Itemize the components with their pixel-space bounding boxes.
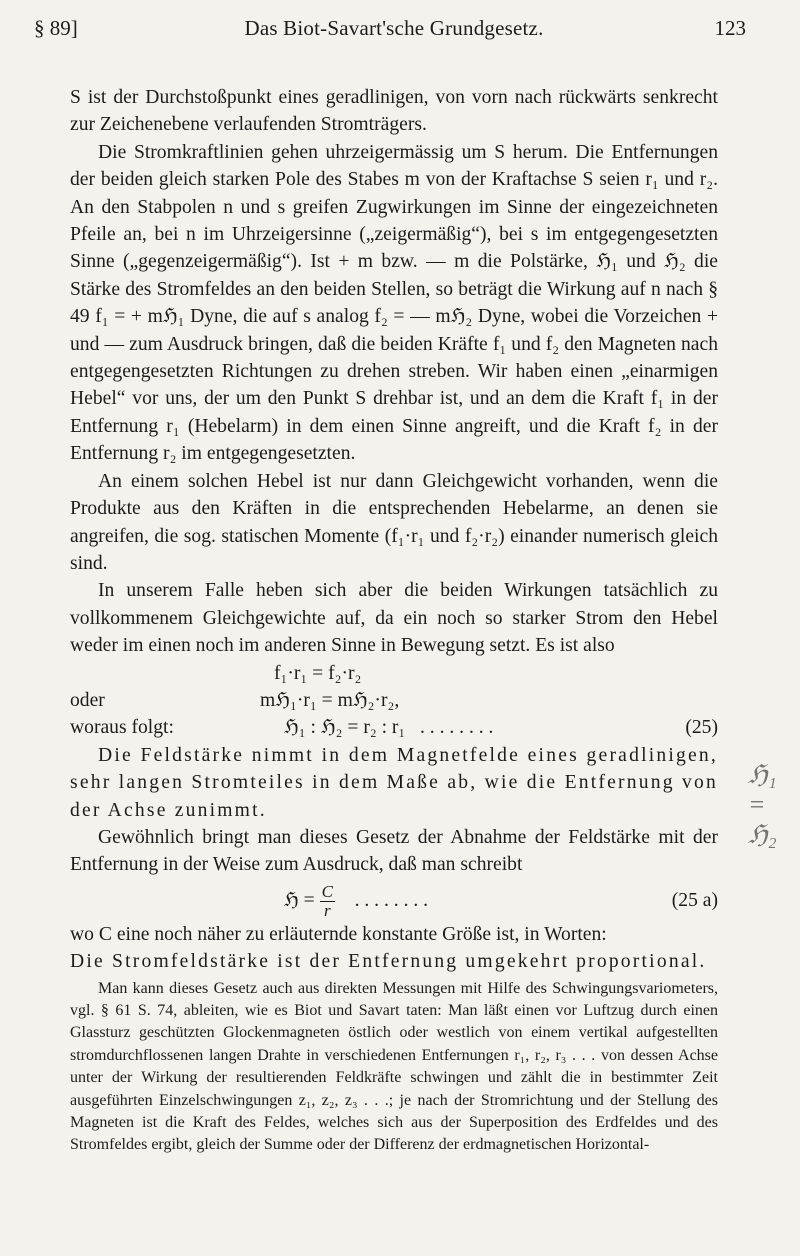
paragraph-5: Gewöhnlich bringt man dieses Gesetz der Abnahme der Feldstärke mit der Entfernung in der Weise zum Ausdruck, daß man schreibt bbox=[70, 826, 718, 876]
section-ref: § 89] bbox=[34, 16, 78, 40]
equation-2-label: oder bbox=[70, 689, 105, 711]
book-page bbox=[34, 16, 746, 1157]
equation-4-fraction bbox=[320, 883, 335, 920]
equation-1-formula: f₁·r₁ = f₂·r₂ bbox=[274, 662, 362, 684]
equation-3-expr: ℌ₁ : ℌ₂ = r₂ : r₁ bbox=[284, 717, 406, 739]
equation-4-numerator: C bbox=[321, 881, 333, 901]
equation-4-denominator: r bbox=[324, 900, 331, 920]
running-header bbox=[34, 16, 746, 46]
equation-1 bbox=[70, 660, 718, 687]
running-title: Das Biot-Savart'sche Grundgesetz. bbox=[244, 16, 544, 40]
equation-3-dots: . . . . . . . . bbox=[419, 717, 494, 739]
equation-4-formula bbox=[284, 883, 428, 920]
handwritten-margin-note: ℌ₁ = ℌ₂ bbox=[748, 760, 777, 849]
equation-3-number: (25) bbox=[685, 717, 718, 739]
law-statement-2: Die Stromfeldstärke ist der Entfernung umgekehrt proportional. bbox=[70, 951, 707, 973]
equation-4 bbox=[70, 879, 718, 921]
equation-4-dots: . . . . . . . . bbox=[354, 889, 429, 911]
law-statement-1: Die Feldstärke nimmt in dem Magnetfelde eines geradlinigen, sehr langen Stromteiles in dem Maße ab, wie die Entfernung von der Achse zunimmt. bbox=[70, 744, 718, 821]
main-text bbox=[70, 84, 718, 1157]
equation-4-number: (25 a) bbox=[671, 889, 718, 911]
equation-3 bbox=[70, 714, 718, 741]
page-number: 123 bbox=[714, 16, 746, 40]
equation-3-label: woraus folgt: bbox=[70, 717, 174, 739]
paragraph-2: Die Stromkraftlinien gehen uhrzeigermässig um S herum. Die Entfernungen der beiden gleich starken Pole des Stabes m von der Kraftachse S seien r₁ und r₂. An den Stabpolen n und s greifen Zugwirkungen im Sinne der eingezeichneten Pfeile an, bei n im Uhrzeigersinne („zeigermäßig“), bei s im entgegengesetzten Sinne („gegenzeigermäßig“). Ist + m bzw. — m die Polstärke, ℌ₁ und ℌ₂ die Stärke des Stromfeldes an den beiden Stellen, so beträgt die Wirkung auf n nach § 49 f₁ = + mℌ₁ Dyne, die auf s analog f₂ = — mℌ₂ Dyne, wobei die Vorzeichen + und — zum Ausdruck bringen, daß die beiden Kräfte f₁ und f₂ den Magneten nach entgegengesetzten Richtungen zu drehen streben. Wir haben einen „einarmigen Hebel“ vor uns, der um den Punkt S drehbar ist, und an dem die Kraft f₁ in der Entfernung r₁ (Hebelarm) in dem einen Sinne angreift, und die Kraft f₂ in der Entfernung r₂ im entgegengesetzten. bbox=[70, 141, 718, 465]
paragraph-6: wo C eine noch näher zu erläuternde konstante Größe ist, in Worten: bbox=[70, 923, 607, 945]
paragraph-4: In unserem Falle heben sich aber die beiden Wirkungen tatsächlich zu vollkommenem Gleichgewichte auf, da ein noch so starker Strom den Hebel weder im einen noch im anderen Sinne in Bewegung setzt. Es ist also bbox=[70, 580, 718, 657]
paragraph-3: An einem solchen Hebel ist nur dann Gleichgewicht vorhanden, wenn die Produkte aus den Kräften in die entsprechenden Hebelarme, an denen sie angreifen, die sog. statischen Momente (f₁·r₁ und f₂·r₂) einander numerisch gleich sind. bbox=[70, 470, 718, 574]
small-print-section bbox=[70, 978, 718, 1157]
equation-2 bbox=[70, 687, 718, 714]
equation-4-lhs: ℌ = bbox=[284, 889, 315, 911]
paragraph-1: S ist der Durchstoßpunkt eines geradlinigen, von vorn nach rückwärts senkrecht zur Zeichenebene verlaufenden Stromträgers. bbox=[70, 87, 718, 136]
small-print-paragraph: Man kann dieses Gesetz auch aus direkten Messungen mit Hilfe des Schwingungsvariometers, vgl. § 61 S. 74, ableiten, wie es Biot und Savart taten: Man läßt einen vor Luftzug durch einen Glassturz geschützten Glockenmagneten östlich oder westlich von einem vertikal aufgestellten stromdurchflossenen langen Drahte in verschiedenen Entfernungen r₁, r₂, r₃ . . . von dessen Achse unter der Wirkung der resultierenden Feldkräfte schwingen und zählt die in bestimmter Zeit ausgeführten Einzelschwingungen z₁, z₂, z₃ . . .; je nach der Stromrichtung und der Stellung des Magneten ist die Kraft des Feldes, welches sich aus der Superposition des Erdfeldes und des Stromfeldes ergibt, gleich der Summe oder der Differenz der erdmagnetischen Horizontal- bbox=[70, 979, 718, 1154]
equation-3-formula bbox=[284, 714, 493, 741]
equation-2-formula: mℌ₁·r₁ = mℌ₂·r₂, bbox=[260, 689, 400, 711]
